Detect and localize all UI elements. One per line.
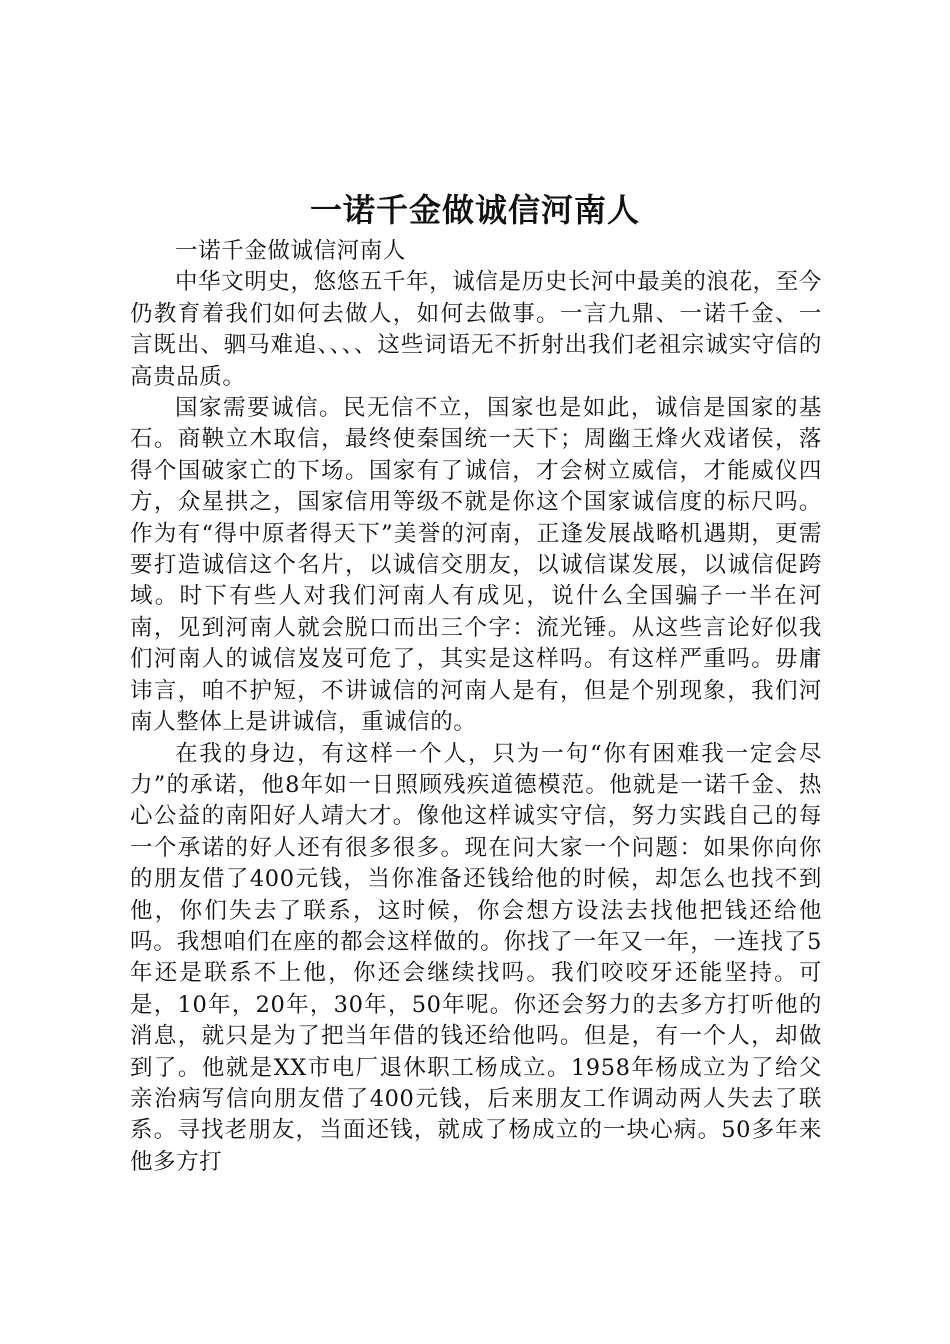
example-paragraph: 在我的身边，有这样一个人，只为一句“你有困难我一定会尽力”的承诺，他8年如一日照顾残疾道德模范。他就是一诺千金、热心公益的南阳好人靖大才。像他这样诚实守信，努力实践自己的每一个承诺的好人还有很多很多。现在问大家一个问题：如果你向你的朋友借了400元钱，当你准备还钱给他的时候，却怎么也找不到他，你们失去了联系，这时候，你会想方设法去找他把钱还给他吗。我想咱们在座的都会这样做的。你找了一年又一年，一连找了5年还是联系不上他，你还会继续找吗。我们咬咬牙还能坚持。可是，10年，20年，30年，50年呢。你还会努力的去多方打听他的消息，就只是为了把当年借的钱还给他吗。但是，有一个人，却做到了。他就是XX市电厂退休职工杨成立。1958年杨成立为了给父亲治病写信向朋友借了400元钱，后来朋友工作调动两人失去了联系。寻找老朋友，当面还钱，就成了杨成立的一块心病。50多年来他多方打: [130, 740, 822, 1175]
document-title: 一诺千金做诚信河南人: [309, 191, 640, 229]
nation-paragraph: 国家需要诚信。民无信不立，国家也是如此，诚信是国家的基石。商鞅立木取信，最终使秦国统一天下；周幽王烽火戏诸侯，落得个国破家亡的下场。国家有了诚信，才会树立威信，才能威仪四方，众星拱之，国家信用等级不就是你这个国家诚信度的标尺吗。作为有“得中原者得天下”美誉的河南，正逢发展战略机遇期，更需要打造诚信这个名片，以诚信交朋友，以诚信谋发展，以诚信促跨域。时下有些人对我们河南人有成见，说什么全国骗子一半在河南，见到河南人就会脱口而出三个字：流光锤。从这些言论好似我们河南人的诚信岌岌可危了，其实是这样吗。有这样严重吗。毋庸讳言，咱不护短，不讲诚信的河南人是有，但是个别现象，我们河南人整体上是讲诚信，重诚信的。: [130, 395, 822, 736]
document-body: [130, 236, 822, 1178]
subtitle-paragraph: 一诺千金做诚信河南人: [175, 238, 407, 264]
intro-paragraph: 中华文明史，悠悠五千年，诚信是历史长河中最美的浪花，至今仍教育着我们如何去做人，如何去做事。一言九鼎、一诺千金、一言既出、驷马难追、、、、这些词语无不折射出我们老祖宗诚实守信的高贵品质。: [130, 269, 822, 390]
